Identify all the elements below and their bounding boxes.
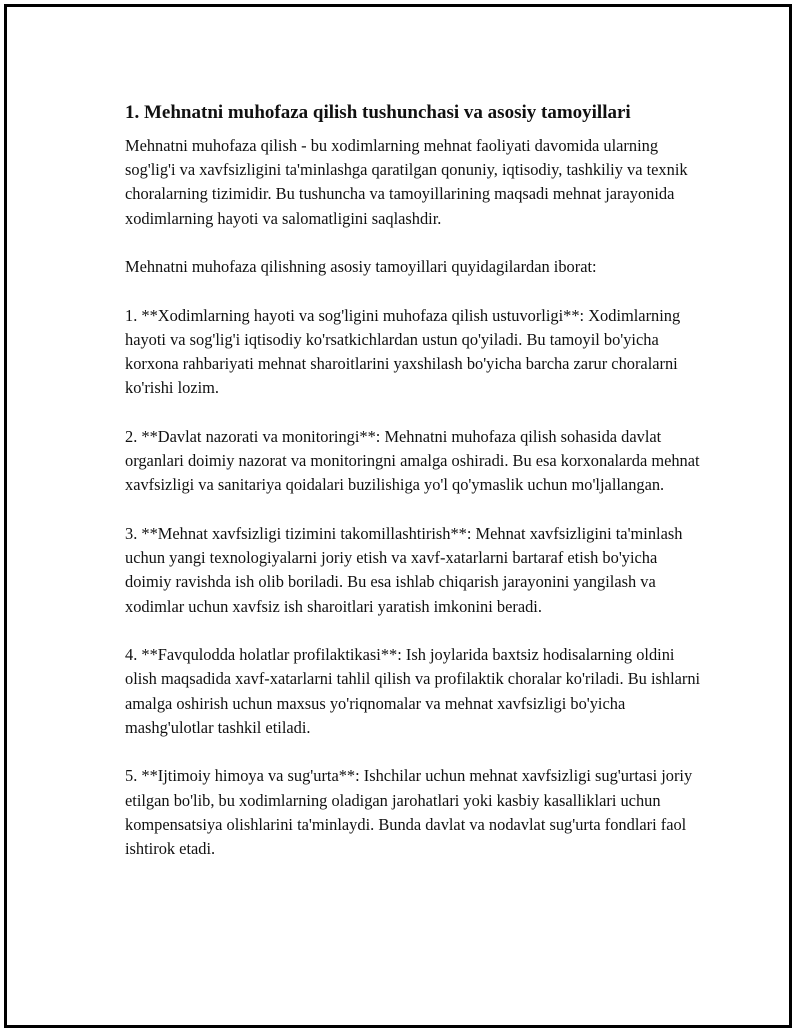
principle-item-2: 2. **Davlat nazorati va monitoringi**: Mehnatni muhofaza qilish sohasida davlat organlari doimiy nazorat va monitoringni amalga oshiradi. Bu esa korxonalarda mehnat xavfsizligi va sanitariya qoidalari buzilishiga yo'l qo'ymaslik uchun mo'ljallangan. (125, 427, 700, 495)
principle-item-5: 5. **Ijtimoiy himoya va sug'urta**: Ishchilar uchun mehnat xavfsizligi sug'urtasi joriy etilgan bo'lib, bu xodimlarning oladigan jarohatlari yoki kasbiy kasalliklari uchun kompensatsiya olishlarini ta'minlaydi. Bunda davlat va nodavlat sug'urta fondlari faol ishtirok etadi. (125, 766, 693, 859)
principle-item-4: 4. **Favqulodda holatlar profilaktikasi**: Ish joylarida baxtsiz hodisalarning oldini olish maqsadida xavf-xatarlarni tahlil qilish va profilaktik choralar ko'riladi. Bu ishlarni amalga oshirish uchun maxsus yo'riqnomalar va mehnat xavfsizligi bo'yicha mashg'ulotlar tashkil etiladi. (125, 645, 701, 737)
page-frame (4, 4, 792, 1028)
document-title: 1. Mehnatni muhofaza qilish tushunchasi va asosiy tamoyillari (125, 102, 631, 123)
principle-item-3: 3. **Mehnat xavfsizligi tizimini takomillashtirish**: Mehnat xavfsizligini ta'minlash uchun yangi texnologiyalarni joriy etish va xavf-xatarlarni bartaraf etish bo'yicha doimiy ravishda ish olib boriladi. Bu esa ishlab chiqarish jarayonini yangilash va xodimlar uchun xavfsiz ish sharoitlari yaratish imkonini beradi. (125, 524, 683, 616)
intro-paragraph: Mehnatni muhofaza qilish - bu xodimlarning mehnat faoliyati davomida ularning sog'lig'i va xavfsizligini ta'minlashga qaratilgan qonuniy, iqtisodiy, tashkiliy va texnik choralarning tizimidir. Bu tushuncha va tamoyillarining maqsadi mehnat jarayonida xodimlarning hayoti va salomatligini saqlashdir. (125, 136, 688, 228)
document-body (125, 101, 705, 886)
principle-item-1: 1. **Xodimlarning hayoti va sog'ligini muhofaza qilish ustuvorligi**: Xodimlarning hayoti va sog'lig'i iqtisodiy ko'rsatkichlardan ustun qo'yiladi. Bu tamoyil bo'yicha korxona rahbariyati mehnat sharoitlarini yaxshilash bo'yicha barcha zarur choralarni ko'rishi lozim. (125, 305, 681, 398)
principles-lead-paragraph: Mehnatni muhofaza qilishning asosiy tamoyillari quyidagilardan iborat: (125, 257, 597, 277)
